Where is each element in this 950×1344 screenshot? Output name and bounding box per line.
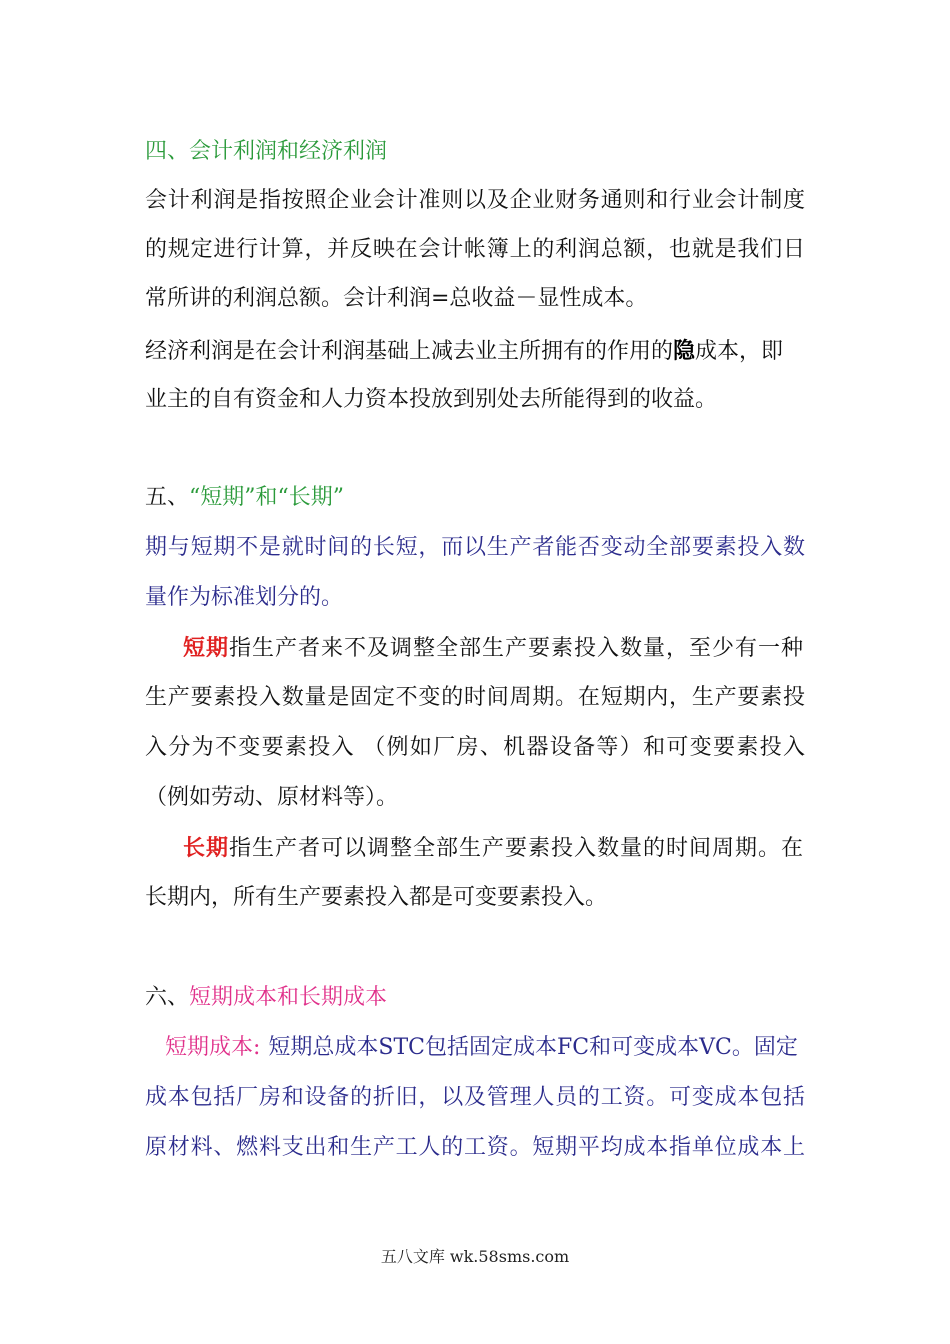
section6-heading-prefix: 六、 bbox=[145, 985, 190, 1010]
section4-p2-line1 bbox=[145, 336, 783, 367]
section4-p2-text-b: 成本，即 bbox=[695, 339, 784, 364]
short-term-line2: 生产要素投入数量是固定不变的时间周期。在短期内，生产要素投 bbox=[145, 685, 805, 710]
long-term-text: 指生产者可以调整全部生产要素投入数量的时间周期。在 bbox=[229, 836, 805, 861]
short-cost-label: 短期成本: bbox=[165, 1035, 261, 1060]
footer-watermark: 五八文库 wk.58sms.com bbox=[380, 1247, 570, 1266]
section4-p1-line3: 常所讲的利润总额。会计利润=总收益－显性成本。 bbox=[145, 286, 648, 311]
section5-heading bbox=[145, 483, 344, 513]
section6-line3: 原材料、燃料支出和生产工人的工资。短期平均成本指单位成本上 bbox=[145, 1135, 805, 1160]
long-term-line2: 长期内，所有生产要素投入都是可变要素投入。 bbox=[145, 885, 608, 910]
section5-intro-line2: 量作为标准划分的。 bbox=[145, 585, 344, 610]
section5-heading-prefix: 五、 bbox=[145, 485, 190, 510]
section6-heading-text: 短期成本和长期成本 bbox=[189, 985, 388, 1010]
section5-intro-line1: 期与短期不是就时间的长短，而以生产者能否变动全部要素投入数 bbox=[145, 535, 805, 560]
section4-p2-bold: 隐 bbox=[673, 338, 696, 364]
short-term-line4: （例如劳动、原材料等）。 bbox=[145, 785, 399, 810]
section4-p1-line2: 的规定进行计算，并反映在会计帐簿上的利润总额，也就是我们日 bbox=[145, 237, 805, 262]
long-term-line1 bbox=[183, 833, 804, 864]
section6-line1-text: 短期总成本STC包括固定成本FC和可变成本VC。固定 bbox=[268, 1035, 798, 1060]
section4-p2-line2: 业主的自有资金和人力资本投放到别处去所能得到的收益。 bbox=[145, 387, 718, 412]
section6-line2: 成本包括厂房和设备的折旧，以及管理人员的工资。可变成本包括 bbox=[145, 1085, 805, 1110]
long-term-label: 长期 bbox=[183, 835, 230, 861]
short-term-line3: 入分为不变要素投入 （例如厂房、机器设备等）和可变要素投入 bbox=[145, 735, 805, 760]
section5-heading-text: “短期”和“长期” bbox=[189, 485, 345, 510]
section6-heading bbox=[145, 983, 387, 1013]
section4-p2-text-a: 经济利润是在会计利润基础上减去业主所拥有的作用的 bbox=[145, 339, 674, 364]
section4-p1-line1: 会计利润是指按照企业会计准则以及企业财务通则和行业会计制度 bbox=[145, 188, 805, 213]
section6-line1 bbox=[165, 1033, 798, 1063]
section4-heading: 四、会计利润和经济利润 bbox=[145, 139, 388, 164]
short-term-text: 指生产者来不及调整全部生产要素投入数量，至少有一种 bbox=[229, 636, 805, 661]
short-term-line1 bbox=[183, 633, 804, 664]
short-term-label: 短期 bbox=[183, 635, 230, 661]
